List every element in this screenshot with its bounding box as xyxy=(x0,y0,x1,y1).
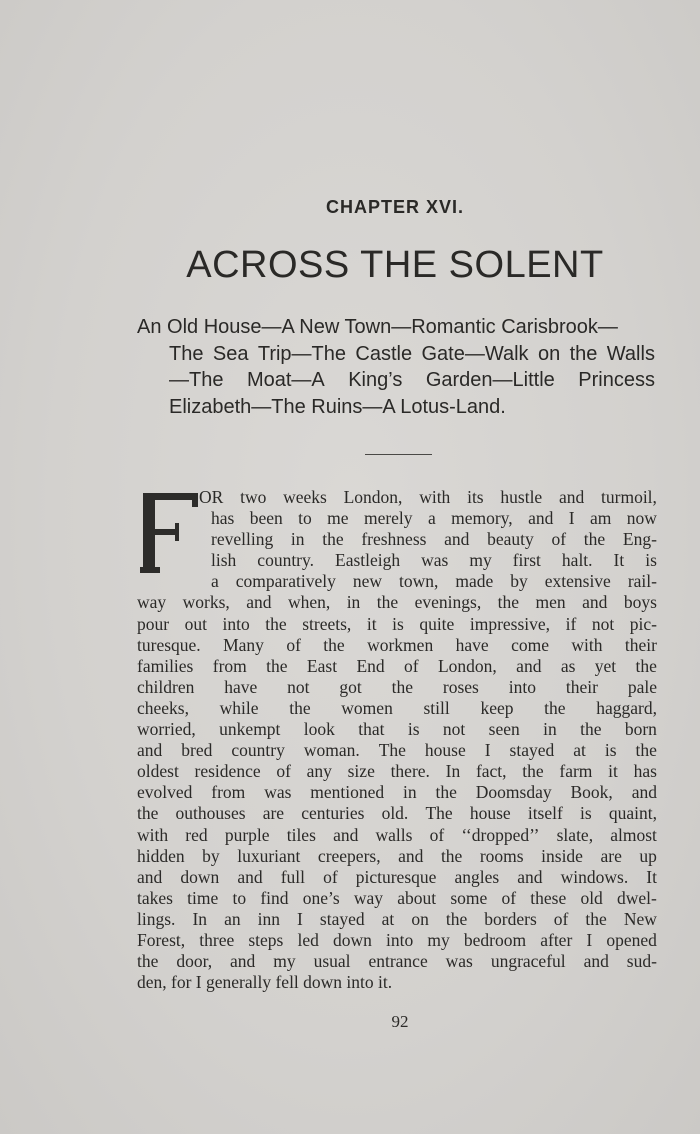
text-line: lings. In an inn I stayed at on the borders of the New xyxy=(137,908,657,929)
text-line: OR two weeks London, with its hustle and turmoil, xyxy=(199,487,657,507)
text-line: pour out into the streets, it is quite impressive, if not pic- xyxy=(137,613,657,634)
summary-line: Elizabeth—The Ruins—A Lotus-Land. xyxy=(169,395,506,418)
text-line: children have not got the roses into their pale xyxy=(137,676,657,697)
text-line: turesque. Many of the workmen have come with their xyxy=(137,634,657,655)
section-divider xyxy=(365,454,432,455)
text-line: den, for I generally fell down into it. xyxy=(137,972,393,993)
text-line: Forest, three steps led down into my bedroom after I opened xyxy=(137,929,657,950)
summary-line xyxy=(137,367,655,394)
summary-line-text: The Sea Trip—The Castle Gate—Walk on the Walls xyxy=(169,342,655,365)
text-line: takes time to find one’s way about some of these old dwel- xyxy=(137,887,657,908)
chapter-summary xyxy=(137,314,655,420)
drop-cap-letter: F xyxy=(169,539,171,540)
chapter-title: ACROSS THE SOLENT xyxy=(186,244,604,286)
text-line: the outhouses are centuries old. The house itself is quaint, xyxy=(137,803,657,824)
text-line: evolved from was mentioned in the Doomsday Book, and xyxy=(137,782,657,803)
summary-line: An Old House—A New Town—Romantic Carisbrook— xyxy=(137,316,618,338)
summary-line-text: —The Moat—A King’s Garden—Little Princess xyxy=(169,369,655,391)
chapter-number: CHAPTER XVI. xyxy=(325,197,465,217)
page-number: 92 xyxy=(391,1012,409,1031)
text-line: cheeks, while the women still keep the haggard, xyxy=(137,697,657,718)
text-line: revelling in the freshness and beauty of the Eng- xyxy=(211,529,657,550)
text-line: the door, and my usual entrance was ungraceful and sud- xyxy=(137,951,657,972)
text-line: oldest residence of any size there. In fact, the farm it has xyxy=(137,761,657,782)
text-line: families from the East End of London, and as yet the xyxy=(137,655,657,676)
text-line: hidden by luxuriant creepers, and the rooms inside are up xyxy=(137,845,657,866)
summary-line xyxy=(137,341,655,368)
body-paragraph xyxy=(137,487,657,993)
text-line: worried, unkempt look that is not seen in the born xyxy=(137,719,657,740)
text-line: a comparatively new town, made by extensive rail- xyxy=(211,571,657,592)
text-line: way works, and when, in the evenings, the men and boys xyxy=(137,592,657,613)
text-line: has been to me merely a memory, and I am now xyxy=(211,508,657,529)
text-line: with red purple tiles and walls of ‘‘dropped’’ slate, almost xyxy=(137,824,657,845)
text-line: lish country. Eastleigh was my first halt. It is xyxy=(211,550,657,571)
text-line: and bred country woman. The house I stayed at is the xyxy=(137,740,657,761)
text-line: and down and full of picturesque angles and windows. It xyxy=(137,866,657,887)
